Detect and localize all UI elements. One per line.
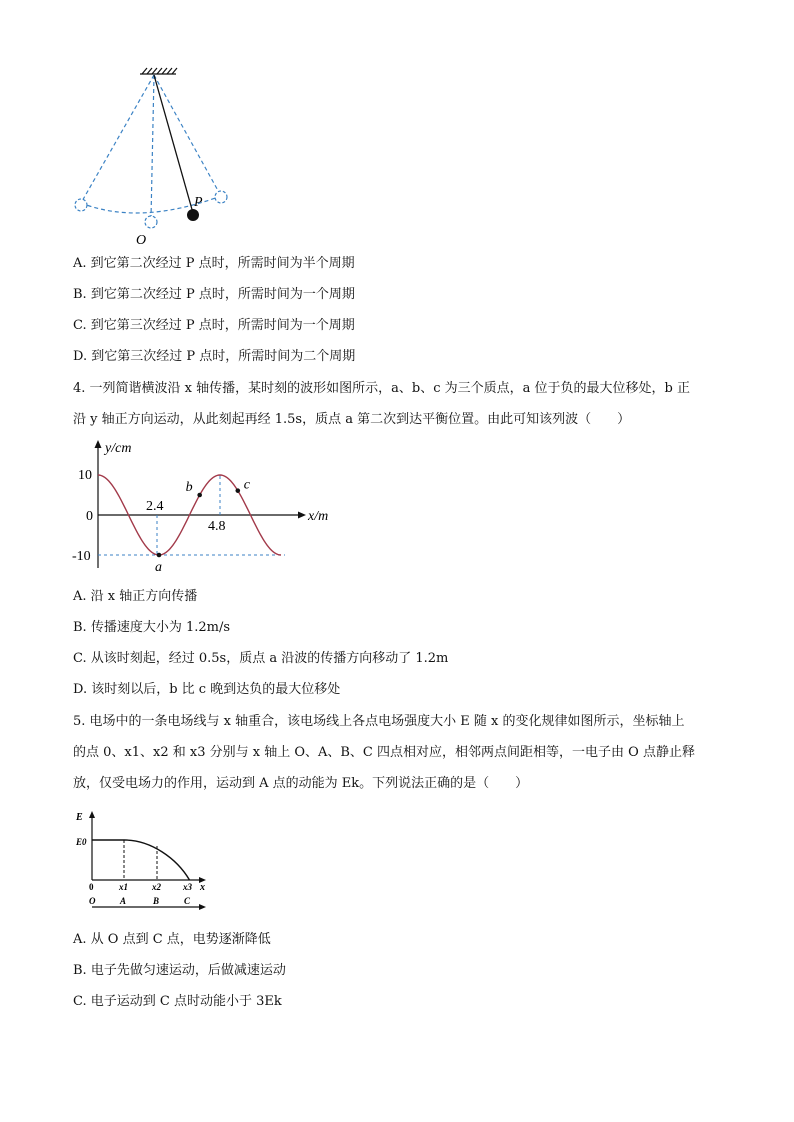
field-chart: [72, 808, 222, 914]
pendulum-bob: [187, 209, 199, 221]
wave-x-annot-4.8: 4.8: [208, 519, 226, 534]
wave-y-tick-10: 10: [78, 468, 92, 483]
wave-point-b: [197, 493, 202, 498]
label-o: O: [136, 233, 147, 248]
field-point-c: C: [184, 896, 191, 906]
q5-stem-line3: 放，仅受电场力的作用，运动到 A 点的动能为 Ek。下列说法正确的是（ ）: [73, 776, 529, 791]
field-x-tick-0: 0: [89, 882, 94, 892]
q5-option-a: A. 从 O 点到 C 点，电势逐渐降低: [73, 932, 271, 947]
wave-point-label-b: b: [185, 480, 193, 495]
field-x-tick-x2: x2: [152, 882, 161, 892]
q3-option-c: C. 到它第三次经过 P 点时，所需时间为一个周期: [73, 318, 355, 333]
label-p: P: [194, 195, 203, 210]
field-lower-arrow: [199, 904, 206, 910]
wave-point-c: [235, 488, 240, 493]
q4-option-d: D. 该时刻以后，b 比 c 晚到达负的最大位移处: [73, 682, 341, 697]
field-y-label: E: [76, 812, 83, 823]
field-curve: [92, 840, 190, 880]
q5-option-b: B. 电子先做匀速运动，后做减速运动: [73, 963, 286, 978]
q5-stem-line1: 5. 电场中的一条电场线与 x 轴重合，该电场线上各点电场强度大小 E 随 x 的变化规律如图所示，坐标轴上: [73, 714, 685, 729]
wave-y-tick-0: 0: [86, 509, 93, 524]
q3-option-a: A. 到它第二次经过 P 点时，所需时间为半个周期: [73, 256, 355, 271]
field-y-arrow: [89, 811, 95, 818]
q5-stem-line2: 的点 0、x1、x2 和 x3 分别与 x 轴上 O、A、B、C 四点相对应，相邻两点间距相等，一电子由 O 点静止释: [73, 745, 695, 760]
wave-chart: [70, 436, 340, 576]
wave-x-label: x/m: [308, 509, 329, 524]
q5-option-c: C. 电子运动到 C 点时动能小于 3Ek: [73, 994, 282, 1009]
field-point-o: O: [89, 896, 96, 906]
q3-option-b: B. 到它第二次经过 P 点时，所需时间为一个周期: [73, 287, 355, 302]
wave-y-arrow: [95, 440, 102, 448]
pendulum-string: [154, 75, 193, 213]
ceiling-support: [140, 68, 177, 74]
q4-option-a: A. 沿 x 轴正方向传播: [73, 589, 198, 604]
wave-point-label-a: a: [155, 560, 162, 575]
field-y-tick-e0: E0: [76, 837, 87, 847]
wave-x-annot-2.4: 2.4: [146, 499, 164, 514]
field-point-a: A: [120, 896, 127, 906]
field-x-tick-x1: x1: [119, 882, 128, 892]
q4-stem-line2: 沿 y 轴正方向运动，从此刻起再经 1.5s，质点 a 第二次到达平衡位置。由此可知该列波（ ）: [73, 412, 631, 427]
wave-y-label: y/cm: [105, 441, 132, 456]
q4-stem-line1: 4. 一列简谐横波沿 x 轴传播，某时刻的波形如图所示，a、b、c 为三个质点，a 位于负的最大位移处，b 正: [73, 381, 690, 396]
q4-option-b: B. 传播速度大小为 1.2m/s: [73, 620, 231, 635]
q4-option-c: C. 从该时刻起，经过 0.5s，质点 a 沿波的传播方向移动了 1.2m: [73, 651, 449, 666]
wave-x-arrow: [298, 512, 306, 519]
wave-point-label-c: c: [243, 477, 251, 493]
field-x-tick-x3: x3: [183, 882, 192, 892]
wave-point-a: [157, 553, 162, 558]
field-point-b: B: [153, 896, 160, 906]
field-x-label: x: [200, 882, 205, 893]
q3-option-d: D. 到它第三次经过 P 点时，所需时间为二个周期: [73, 349, 356, 364]
pendulum-figure: [70, 64, 245, 250]
wave-y-tick-neg10: -10: [72, 549, 91, 564]
